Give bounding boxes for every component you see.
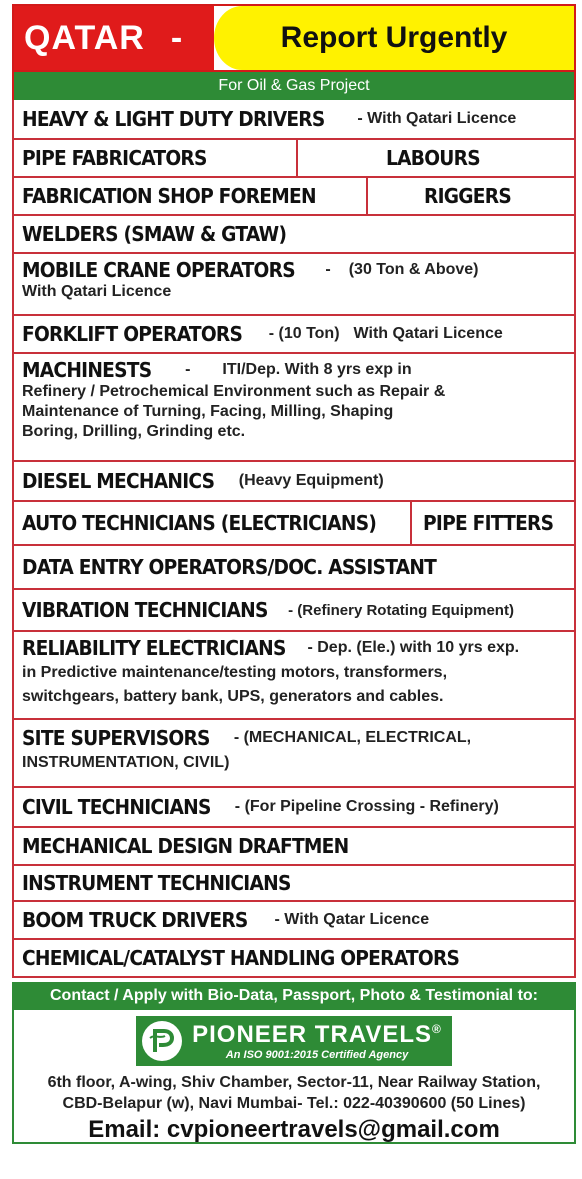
iso-certification: An ISO 9001:2015 Certified Agency — [225, 1049, 409, 1061]
job-note: (30 Ton & Above) — [348, 261, 479, 278]
job-detail-line: in Predictive maintenance/testing motors, transformers, — [22, 664, 448, 681]
job-detail-line: switchgears, battery bank, UPS, generators and cables. — [22, 688, 444, 705]
job-row-pipe-labours — [12, 140, 576, 178]
contact-footer — [12, 1010, 576, 1144]
job-title: WELDERS (SMAW & GTAW) — [22, 222, 287, 246]
job-reliability-electricians — [12, 632, 576, 720]
job-chemical-operators — [12, 940, 576, 978]
job-data-entry — [12, 546, 576, 590]
header-dash: - — [170, 18, 184, 57]
country-banner — [14, 6, 214, 70]
job-title: CHEMICAL/CATALYST HANDLING OPERATORS — [22, 946, 460, 970]
report-urgently-banner: Report Urgently — [214, 6, 574, 70]
job-note: - Dep. (Ele.) with 10 yrs exp. — [307, 639, 520, 656]
job-title: DATA ENTRY OPERATORS/DOC. ASSISTANT — [22, 555, 437, 579]
project-banner: For Oil & Gas Project — [12, 72, 576, 100]
job-title: MECHANICAL DESIGN DRAFTMEN — [22, 834, 349, 858]
logo-wrap — [24, 1016, 564, 1066]
job-title: AUTO TECHNICIANS (ELECTRICIANS) — [22, 511, 377, 535]
job-detail-line: Maintenance of Turning, Facing, Milling, Shaping — [22, 403, 394, 420]
job-site-supervisors — [12, 720, 576, 788]
job-note: - With Qatar Licence — [274, 911, 430, 928]
job-welders — [12, 216, 576, 254]
contact-banner: Contact / Apply with Bio-Data, Passport, Photo & Testimonial to: — [12, 982, 576, 1010]
registered-mark: ® — [432, 1022, 442, 1036]
address-line: 6th floor, A-wing, Shiv Chamber, Sector-11, Near Railway Station, — [47, 1074, 541, 1091]
job-mobile-crane — [12, 254, 576, 316]
job-note-secondary: With Qatari Licence — [353, 325, 503, 342]
job-diesel-mechanics — [12, 462, 576, 502]
job-note: (Heavy Equipment) — [238, 472, 384, 489]
job-title: PIPE FABRICATORS — [22, 146, 207, 170]
job-auto-technicians — [14, 502, 410, 544]
job-detail-line: INSTRUMENTATION, CIVIL) — [22, 754, 230, 771]
job-detail-line: With Qatari Licence — [22, 283, 172, 300]
job-pipe-fabricators — [14, 140, 296, 176]
job-riggers — [366, 178, 574, 214]
job-title: INSTRUMENT TECHNICIANS — [22, 871, 291, 895]
job-pipe-fitters — [410, 502, 574, 544]
job-detail-line: Refinery / Petrochemical Environment such as Repair & — [22, 383, 446, 400]
job-vibration-technicians — [12, 590, 576, 632]
job-instrument-technicians — [12, 866, 576, 902]
job-title: RIGGERS — [424, 184, 512, 208]
job-forklift — [12, 316, 576, 354]
job-note: ITI/Dep. With 8 yrs exp in — [222, 361, 412, 378]
job-title: FORKLIFT OPERATORS — [22, 322, 243, 346]
pioneer-travels-logo — [136, 1016, 452, 1066]
job-note: - (For Pipeline Crossing - Refinery) — [234, 798, 499, 815]
job-title: BOOM TRUCK DRIVERS — [22, 908, 248, 932]
job-dash: - — [185, 361, 191, 378]
job-title: MOBILE CRANE OPERATORS — [22, 258, 295, 282]
country-label: QATAR — [24, 18, 145, 57]
job-title: FABRICATION SHOP FOREMEN — [22, 184, 316, 208]
job-row-foremen-riggers — [12, 178, 576, 216]
job-title: MACHINESTS — [22, 358, 152, 382]
brand-name — [192, 1021, 442, 1049]
job-fabrication-foremen — [14, 178, 366, 214]
job-machinists — [12, 354, 576, 462]
job-title: SITE SUPERVISORS — [22, 726, 210, 750]
job-title: CIVIL TECHNICIANS — [22, 795, 211, 819]
job-boom-truck — [12, 902, 576, 940]
job-note: - (Refinery Rotating Equipment) — [288, 601, 514, 619]
address-line: CBD-Belapur (w), Navi Mumbai- Tel.: 022-40390600 (50 Lines) — [62, 1095, 526, 1112]
header — [12, 4, 576, 72]
job-dash: - — [325, 261, 331, 278]
job-title: RELIABILITY ELECTRICIANS — [22, 636, 286, 660]
job-title: DIESEL MECHANICS — [22, 469, 215, 493]
job-note: - With Qatari Licence — [357, 110, 517, 127]
job-labours — [296, 140, 574, 176]
job-heavy-light-drivers — [12, 100, 576, 140]
job-note: - (MECHANICAL, ELECTRICAL, — [233, 729, 472, 746]
job-title: HEAVY & LIGHT DUTY DRIVERS — [22, 107, 325, 131]
job-title: VIBRATION TECHNICIANS — [22, 598, 268, 622]
logo-text — [192, 1021, 442, 1061]
job-civil-technicians — [12, 788, 576, 828]
job-note: - (10 Ton) — [268, 325, 340, 342]
contact-email[interactable]: Email: cvpioneertravels@gmail.com — [88, 1116, 500, 1143]
brand-name-text: PIONEER TRAVELS — [192, 1021, 433, 1048]
job-detail-line: Boring, Drilling, Grinding etc. — [22, 423, 246, 440]
job-mechanical-design — [12, 828, 576, 866]
pioneer-travels-logo-icon — [142, 1021, 182, 1061]
job-row-auto-pipe — [12, 502, 576, 546]
job-title: PIPE FITTERS — [422, 511, 554, 535]
job-title: LABOURS — [385, 146, 480, 170]
